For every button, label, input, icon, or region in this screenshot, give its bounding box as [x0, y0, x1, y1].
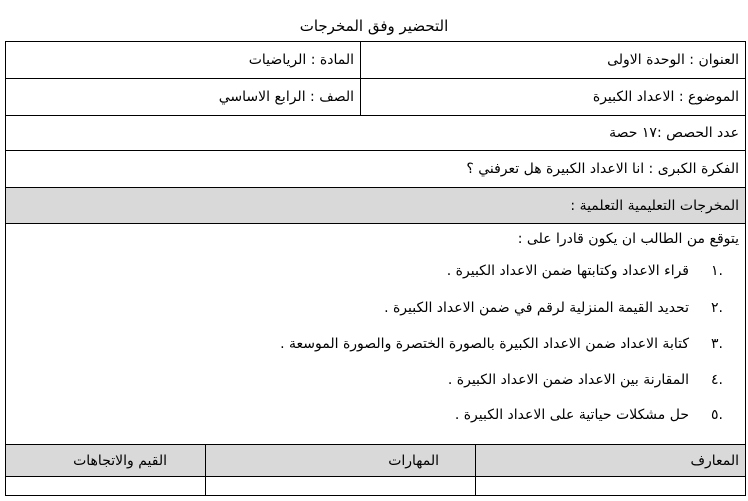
- values-body-cell: [5, 476, 206, 496]
- list-item: [15, 300, 745, 320]
- list-item-number: .٥: [711, 407, 723, 423]
- grade: الصف : الرابع الاساسي: [218, 89, 354, 105]
- unit-title-cell: [360, 41, 746, 79]
- knowledge-body-cell: [475, 476, 746, 496]
- outcomes-heading: المخرجات التعليمية التعلمية :: [570, 197, 739, 214]
- list-item-text: كتابة الاعداد ضمن الاعداد الكبيرة بالصورة الختصرة والصورة الموسعة .: [280, 336, 689, 352]
- list-item-number: .١: [711, 263, 723, 279]
- big-idea: الفكرة الكبرى : انا الاعداد الكبيرة هل تعرفني ؟: [466, 161, 739, 177]
- list-item-text: المقارنة بين الاعداد ضمن الاعداد الكبيرة .: [447, 372, 689, 388]
- big-idea-cell: [5, 150, 746, 188]
- lessons-count-cell: [5, 115, 746, 151]
- outcomes-list-cell: [5, 223, 746, 445]
- lessons-count: عدد الحصص :١٧ حصة: [609, 125, 739, 141]
- document-title: التحضير وفق المخرجات: [299, 17, 449, 35]
- list-item-number: .٢: [711, 300, 723, 316]
- skills-header-cell: [205, 444, 476, 477]
- list-item: [15, 372, 745, 392]
- knowledge-header-cell: [475, 444, 746, 477]
- list-item: [15, 263, 745, 283]
- list-item: [15, 407, 745, 427]
- list-item-number: .٤: [711, 372, 723, 388]
- unit-title: العنوان : الوحدة الاولى: [607, 52, 739, 68]
- subject: المادة : الرياضيات: [248, 52, 354, 68]
- subject-cell: [5, 41, 361, 79]
- grade-cell: [5, 78, 361, 116]
- knowledge-header: المعارف: [690, 452, 739, 469]
- topic-cell: [360, 78, 746, 116]
- topic: الموضوع : الاعداد الكبيرة: [592, 89, 739, 105]
- list-item-number: .٣: [711, 336, 723, 352]
- outcomes-heading-cell: [5, 187, 746, 224]
- values-header: القيم والاتجاهات: [73, 452, 167, 469]
- outcomes-lead: يتوقع من الطالب ان يكون قادرا على :: [517, 231, 739, 247]
- skills-header: المهارات: [388, 452, 439, 469]
- lesson-plan-table: [5, 41, 746, 501]
- list-item: [15, 336, 745, 356]
- skills-body-cell: [205, 476, 476, 496]
- list-item-text: تحديد القيمة المنزلية لرقم في ضمن الاعداد الكبيرة .: [384, 300, 689, 316]
- list-item-text: حل مشكلات حياتية على الاعداد الكبيرة .: [454, 407, 689, 423]
- list-item-text: قراء الاعداد وكتابتها ضمن الاعداد الكبيرة .: [446, 263, 689, 279]
- values-header-cell: [5, 444, 206, 477]
